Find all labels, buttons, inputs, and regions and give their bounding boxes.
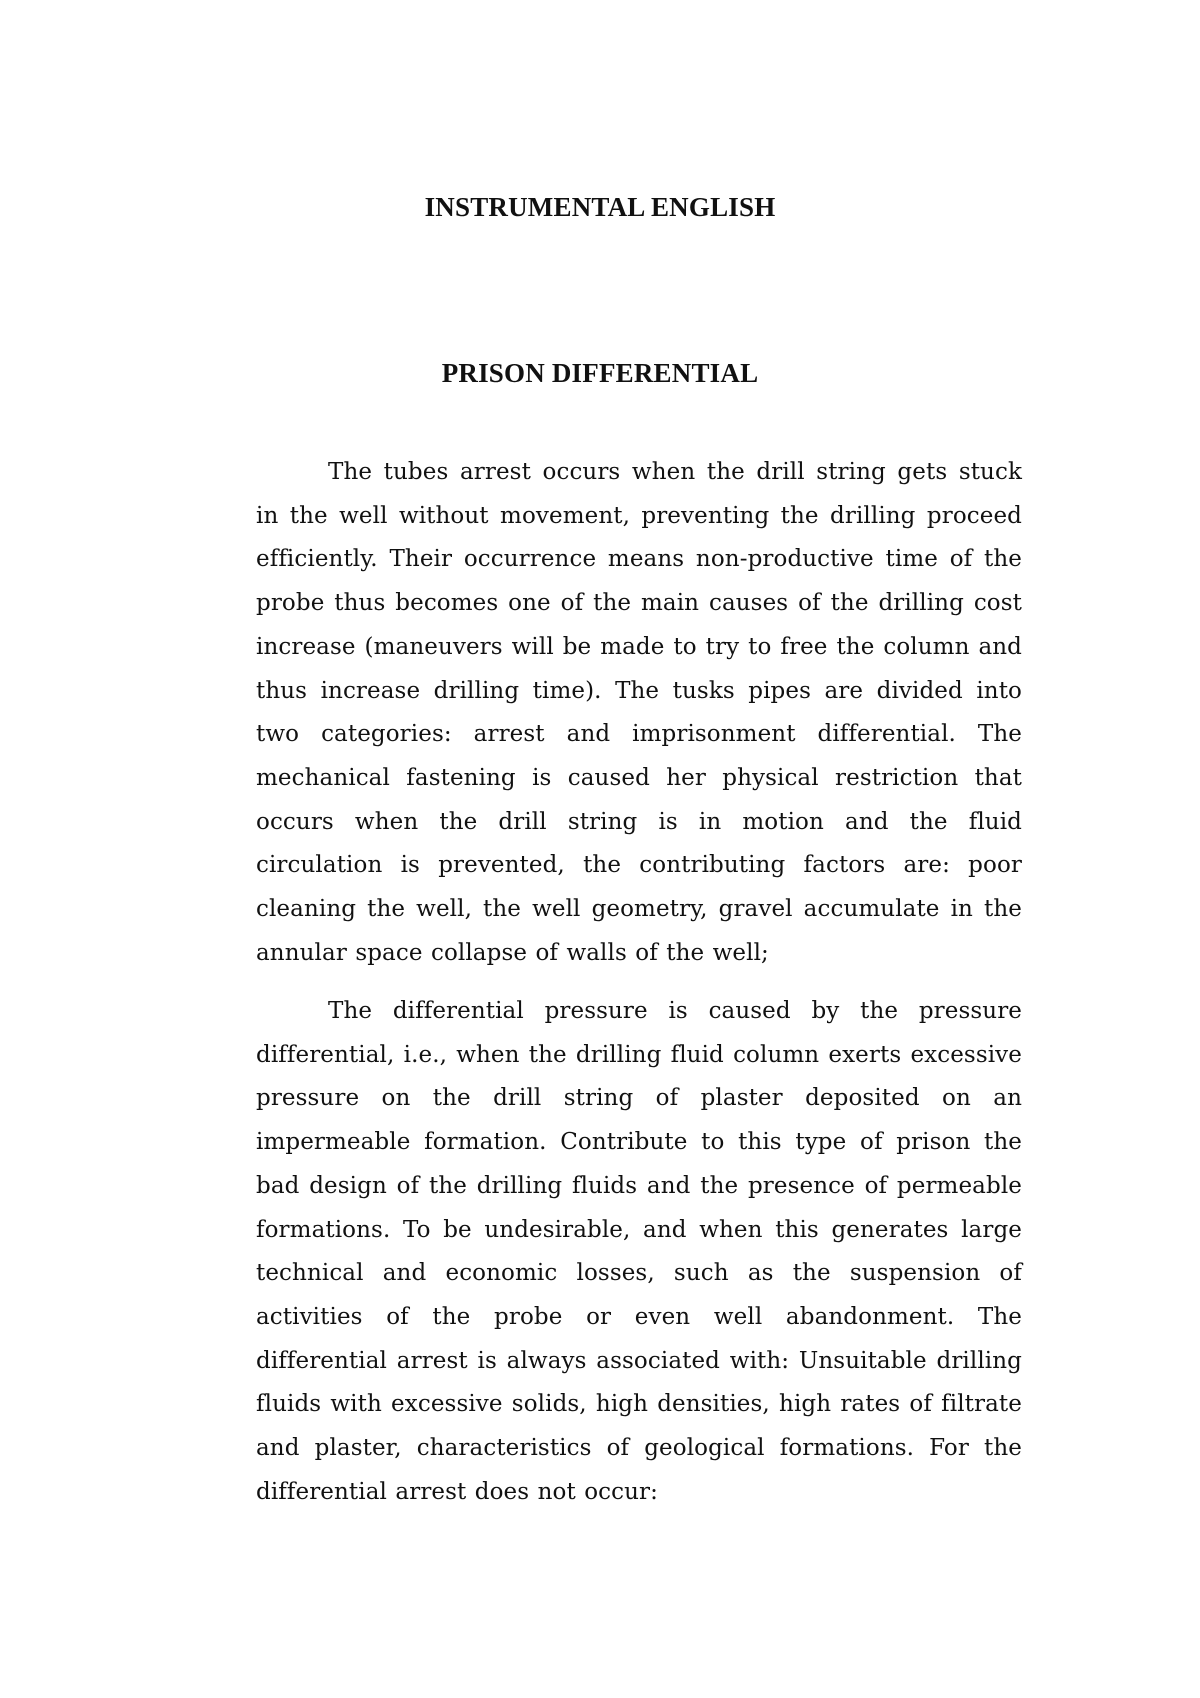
section-heading: PRISON DIFFERENTIAL	[441, 358, 759, 388]
body-paragraph: The differential pressure is caused by the pressure differential, i.e., when the drilling fluid column exerts excessive pressure on the drill string of plaster deposited on an impermeable formation. Contribute to this type of prison the bad design of the drilling fluids and the presence of permeable formations. To be undesirable, and when this generates large technical and economic losses, such as the suspension of activities of the probe or even well abandonment. The differential arrest is always associated with: Unsuitable drilling fluids with excessive solids, high densities, high rates of filtrate and plaster, characteristics of geological formations. For the differential arrest does not occur:	[256, 998, 1022, 1505]
body-paragraph: The tubes arrest occurs when the drill string gets stuck in the well without movement, preventing the drilling proceed efficiently. Their occurrence means non-productive time of the probe thus becomes one of the main causes of the drilling cost increase (maneuvers will be made to try to free the column and thus increase drilling time). The tusks pipes are divided into two categories: arrest and imprisonment differential. The mechanical fastening is caused her physical restriction that occurs when the drill string is in motion and the fluid circulation is prevented, the contributing factors are: poor cleaning the well, the well geometry, gravel accumulate in the annular space collapse of walls of the well;	[256, 459, 1022, 966]
document-title: INSTRUMENTAL ENGLISH	[424, 192, 776, 222]
